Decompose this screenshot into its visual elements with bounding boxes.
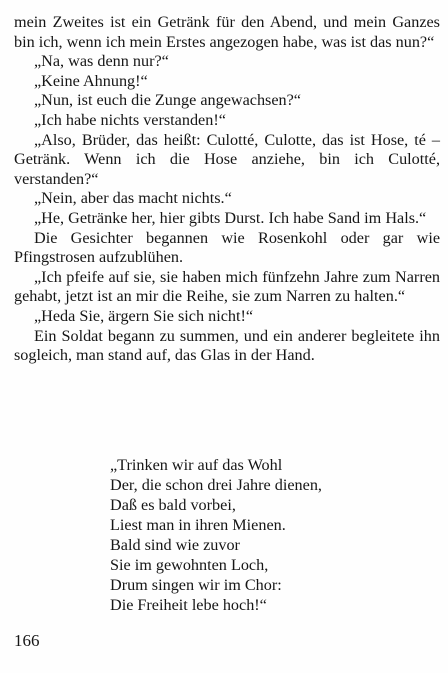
body-text — [14, 13, 440, 366]
verse-line-1: „Trinken wir auf das Wohl — [110, 456, 283, 474]
paragraph-11: „Heda Sie, ärgern Sie sich nicht!“ — [34, 306, 254, 325]
paragraph-7: „Nein, aber das macht nichts.“ — [34, 189, 232, 208]
verse-line-8: Die Freiheit lebe hoch!“ — [110, 596, 267, 614]
paragraph-12: Ein Soldat begann zu summen, und ein anderer begleitete ihn sogleich, man stand auf, das Glas in der Hand. — [14, 326, 440, 365]
verse-line-2: Der, die schon drei Jahre dienen, — [110, 476, 322, 494]
paragraph-6: „Also, Brüder, das heißt: Culotté, Culotte, das ist Hose, té – Getränk. Wenn ich die Hose anziehe, bin ich Culotté, verstanden?“ — [14, 130, 440, 188]
verse-line-3: Daß es bald vorbei, — [110, 496, 236, 514]
verse-line-4: Liest man in ihren Mienen. — [110, 516, 286, 534]
paragraph-10: „Ich pfeife auf sie, sie haben mich fünfzehn Jahre zum Narren gehabt, jetzt ist an mir die Reihe, sie zum Narren zu halten.“ — [14, 267, 440, 306]
song-verse — [110, 455, 430, 615]
paragraph-2: „Na, was denn nur?“ — [34, 52, 169, 71]
paragraph-8: „He, Getränke her, hier gibts Durst. Ich habe Sand im Hals.“ — [34, 208, 427, 227]
verse-line-6: Sie im gewohnten Loch, — [110, 556, 269, 574]
paragraph-9: Die Gesichter begannen wie Rosenkohl oder gar wie Pfingstrosen aufzublühen. — [14, 228, 440, 267]
paragraph-4: „Nun, ist euch die Zunge angewachsen?“ — [34, 91, 301, 110]
paragraph-1: mein Zweites ist ein Getränk für den Abend, und mein Ganzes bin ich, wenn ich mein Erstes angezogen habe, was ist das nun?“ — [14, 13, 440, 51]
verse-line-5: Bald sind wie zuvor — [110, 536, 240, 554]
verse-line-7: Drum singen wir im Chor: — [110, 576, 282, 594]
paragraph-3: „Keine Ahnung!“ — [34, 71, 148, 90]
paragraph-5: „Ich habe nichts verstanden!“ — [34, 110, 226, 129]
page-number: 166 — [14, 631, 40, 650]
